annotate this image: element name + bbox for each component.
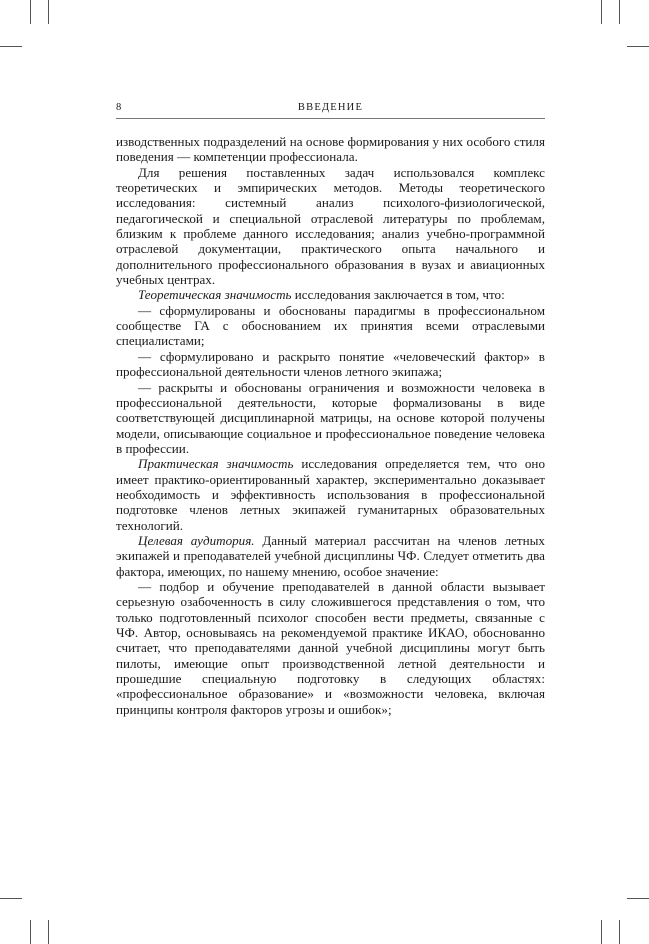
paragraph-text: Данный материал рассчитан на членов летных экипажей и преподавателей учебной дисциплины ЧФ. Следует отметить два фактора, имеющих, по нашему мнению, особое значение: xyxy=(116,532,545,579)
paragraph xyxy=(116,303,545,349)
crop-mark xyxy=(619,920,620,944)
crop-mark xyxy=(30,0,31,24)
crop-mark xyxy=(0,46,22,47)
paragraph xyxy=(116,456,545,533)
crop-mark xyxy=(0,898,22,899)
paragraph-text: Для решения поставленных задач использовался комплекс теоретических и эмпирических методов. Методы теоретического исследования: системный анализ психолого-физиологической, педагогической и специальной отраслевой литературы по проблемам, близким к проблеме данного исследования; анализ учебно-программной отраслевой документации, практического опыта начального и дополнительного профессионального образования в вузах и авиационных учебных центрах. xyxy=(116,164,545,288)
paragraph-lead: Теоретическая значимость xyxy=(138,287,292,303)
crop-mark xyxy=(619,0,620,24)
paragraph-text: — сформулированы и обоснованы парадигмы в профессиональном сообществе ГА с обоснованием их принятия всеми отраслевыми специалистами; xyxy=(116,302,545,349)
chapter-title: ВВЕДЕНИЕ xyxy=(297,102,364,113)
paragraph xyxy=(116,287,545,302)
paragraph-text: — сформулировано и раскрыто понятие «человеческий фактор» в профессиональной деятельности членов летного экипажа; xyxy=(116,348,545,380)
paragraph-text: изводственных подразделений на основе формирования у них особого стиля поведения — компетенции профессионала. xyxy=(116,134,545,165)
paragraph-lead: Практическая значимость xyxy=(138,456,294,472)
paragraph xyxy=(116,134,545,165)
paragraph-text: — раскрыты и обоснованы ограничения и возможности человека в профессиональной деятельности, которые формализованы в виде соответствующей дисциплинарной матрицы, на основе которой получены модели, описывающие социальное и профессиональное поведение человека в профессии. xyxy=(116,379,545,456)
paragraph xyxy=(116,380,545,457)
crop-mark xyxy=(601,0,602,24)
paragraph-text: исследования определяется тем, что оно имеет практико-ориентированный характер, экспериментально доказывает необходимость и эффективность использования в профессиональной подготовке членов летных экипажей гуманитарных образовательных технологий. xyxy=(116,456,545,533)
paragraph xyxy=(116,165,545,288)
body-text xyxy=(116,134,545,717)
paragraph-text: исследования заключается в том, что: xyxy=(291,287,505,303)
crop-mark xyxy=(601,920,602,944)
paragraph xyxy=(116,533,545,579)
crop-mark xyxy=(627,46,649,47)
running-header xyxy=(116,100,545,119)
paragraph-text: — подбор и обучение преподавателей в данной области вызывает серьезную озабоченность в силу сложившегося представления о том, что только подготовленный психолог способен вести предметы, связанные с ЧФ. Автор, основываясь на рекомендуемой практике ИКАО, обоснованно считает, что преподавателями данной учебной дисциплины могут быть пилоты, имеющие опыт производственной летной деятельности и прошедшие специальную подготовку в следующих областях: «профессиональное образование» и «возможности человека, включая принципы контроля факторов угрозы и ошибок»; xyxy=(116,578,545,717)
paragraph xyxy=(116,349,545,380)
paragraph xyxy=(116,579,545,717)
crop-mark xyxy=(30,920,31,944)
crop-mark xyxy=(48,920,49,944)
page-number: 8 xyxy=(116,102,122,113)
paragraph-lead: Целевая аудитория. xyxy=(138,532,255,548)
crop-mark xyxy=(48,0,49,24)
crop-mark xyxy=(627,898,649,899)
